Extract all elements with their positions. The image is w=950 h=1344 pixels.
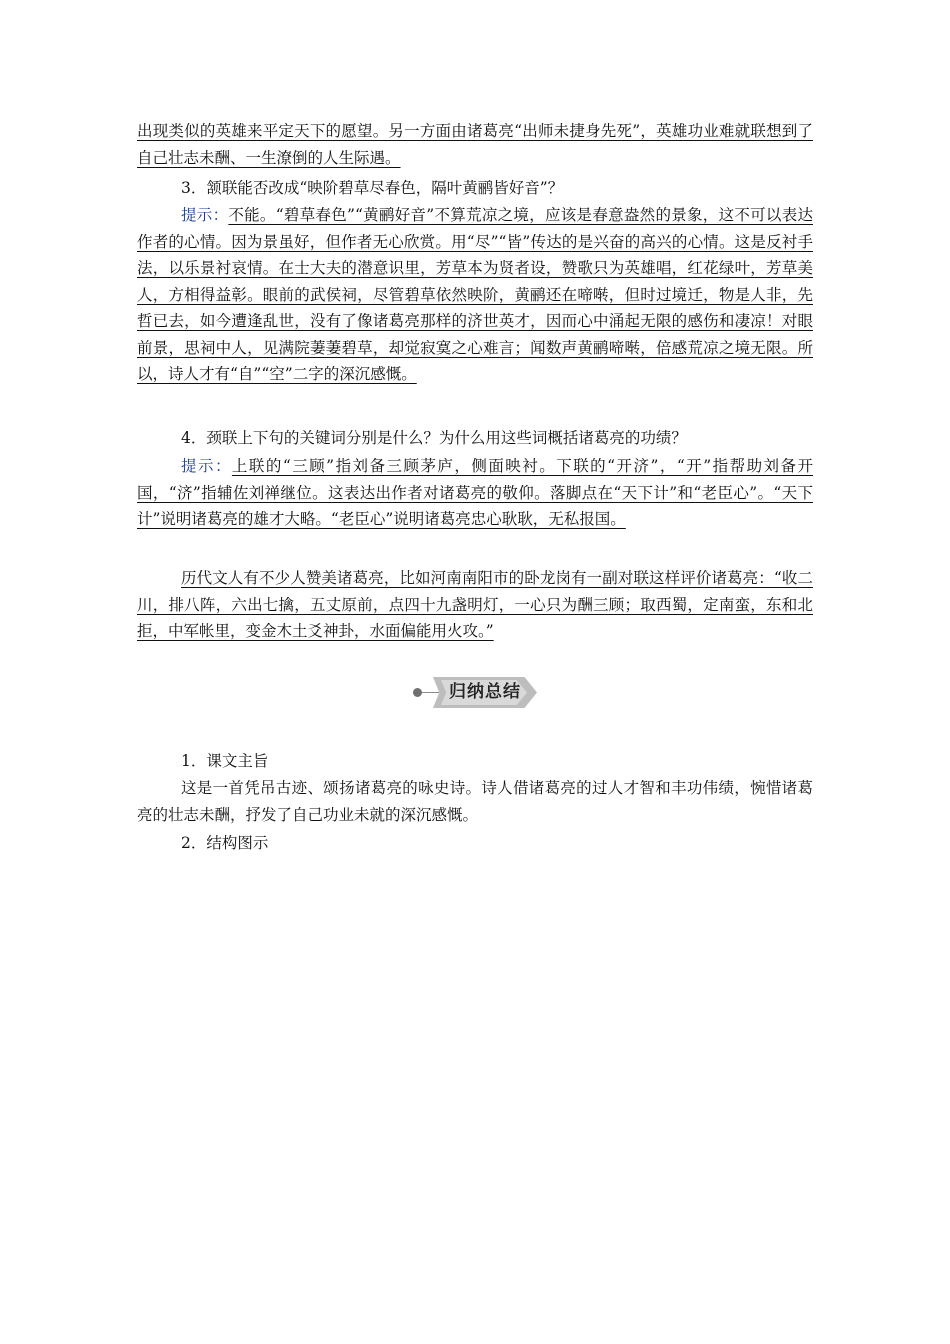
- question-4: 4．颈联上下句的关键词分别是什么？为什么用这些词概括诸葛亮的功绩？: [181, 429, 687, 447]
- couplet-note: [137, 565, 813, 645]
- paragraph-continuation: [137, 118, 813, 171]
- hint-label: 提示：: [181, 457, 232, 475]
- answer-3: [137, 202, 813, 388]
- section-banner: [413, 677, 538, 708]
- answer-4: [137, 453, 813, 533]
- summary-item-2-title: 2．结构图示: [181, 834, 269, 852]
- underlined-text: 历代文人有不少人赞美诸葛亮，比如河南南阳市的卧龙岗有一副对联这样评价诸葛亮：“收二川，排八阵，六出七擒，五丈原前，点四十九盏明灯，一心只为酬三顾；取西蜀，定南蛮，东和北拒，中军帐里，变金木土爻神卦，水面偏能用火攻。”: [137, 569, 813, 640]
- banner-dot-icon: [413, 688, 422, 697]
- summary-item-1-title: 1．课文主旨: [181, 752, 269, 770]
- summary-item-1-body: 这是一首凭吊古迹、颂扬诸葛亮的咏史诗。诗人借诸葛亮的过人才智和丰功伟绩，惋惜诸葛亮的壮志未酬，抒发了自己功业未就的深沉感慨。: [137, 779, 813, 824]
- section-title: 归纳总结: [449, 682, 521, 702]
- answer-text: 上联的“三顾”指刘备三顾茅庐，侧面映衬。下联的“开济”，“开”指帮助刘备开国，“济”指辅佐刘禅继位。这表达出作者对诸葛亮的敬仰。落脚点在“天下计”和“老臣心”。“天下计”说明诸葛亮的雄才大略。“老臣心”说明诸葛亮忠心耿耿，无私报国。: [137, 457, 813, 528]
- banner-line: [419, 692, 439, 693]
- hint-label: 提示：: [181, 206, 229, 224]
- answer-text: 不能。“碧草春色”“黄鹂好音”不算荒凉之境，应该是春意盎然的景象，这不可以表达作者的心情。因为景虽好，但作者无心欣赏。用“尽”“皆”传达的是兴奋的高兴的心情。这是反衬手法，以乐景衬哀情。在士大夫的潜意识里，芳草本为贤者设，赞歌只为英雄唱，红花绿叶，芳草美人，方相得益彰。眼前的武侯祠，尽管碧草依然映阶，黄鹂还在啼啭，但时过境迁，物是人非，先哲已去，如今遭逢乱世，没有了像诸葛亮那样的济世英才，因而心中涌起无限的感伤和凄凉！对眼前景，思祠中人，见满院萋萋碧草，却觉寂寞之心难言；闻数声黄鹂啼啭，倍感荒凉之境无限。所以，诗人才有“自”“空”二字的深沉感慨。: [137, 206, 813, 383]
- structure-diagram-area: [137, 860, 813, 1300]
- underlined-text: 出现类似的英雄来平定天下的愿望。另一方面由诸葛亮“出师未捷身先死”，英雄功业难就联想到了自己壮志未酬、一生潦倒的人生际遇。: [137, 122, 813, 167]
- question-3: 3．颔联能否改成“映阶碧草尽春色，隔叶黄鹂皆好音”？: [181, 179, 564, 197]
